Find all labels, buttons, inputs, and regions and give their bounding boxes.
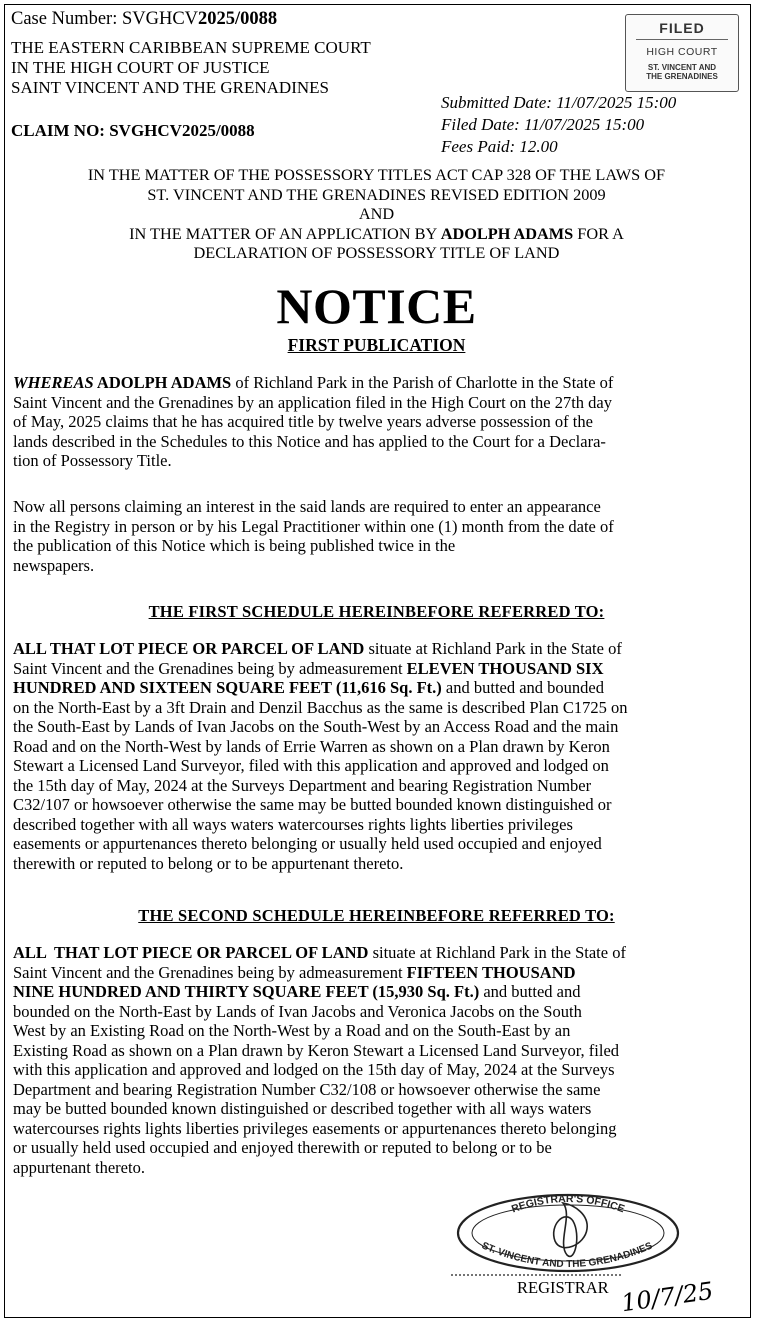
first-schedule-line7: Stewart a Licensed Land Surveyor, filed with this application and approved and lodged on xyxy=(13,756,609,775)
whereas-line2: Saint Vincent and the Grenadines by an application filed in the High Court on the 27th day xyxy=(13,392,612,412)
stamp-place-line1: ST. VINCENT AND xyxy=(647,63,717,72)
whereas-applicant: ADOLPH ADAMS xyxy=(93,373,232,392)
matter-line4-pre: IN THE MATTER OF AN APPLICATION BY xyxy=(129,223,441,243)
second-schedule-lead: ALL THAT LOT PIECE OR PARCEL OF LAND xyxy=(13,943,369,962)
second-schedule-line3-rest: and butted and xyxy=(479,982,581,1001)
stamp-divider xyxy=(636,39,728,40)
first-schedule-line9: C32/107 or howsoever otherwise the same may be butted bounded known distinguished or xyxy=(13,795,612,814)
now-all-paragraph xyxy=(13,497,746,575)
second-schedule-line4: bounded on the North-East by Lands of Ivan Jacobs and Veronica Jacobs on the South xyxy=(13,1001,582,1021)
claim-number: CLAIM NO: SVGHCV2025/0088 xyxy=(11,121,255,140)
notice-title: NOTICE xyxy=(276,278,477,334)
second-schedule-line9: may be butted bounded known distinguished or described together with all ways waters xyxy=(13,1099,592,1118)
court-name-line3: SAINT VINCENT AND THE GRENADINES xyxy=(11,78,329,97)
second-schedule-line7: with this application and approved and lodged on the 15th day of May, 2024 at the Surveys xyxy=(13,1060,615,1079)
first-schedule-line6: Road and on the North-West by lands of Errie Warren as shown on a Plan drawn by Keron xyxy=(13,736,610,756)
first-schedule-paragraph xyxy=(13,639,746,873)
second-schedule-line10: watercourses rights lights liberties privileges easements or appurtenances thereto belonging xyxy=(13,1118,617,1138)
first-schedule-area-a: ELEVEN THOUSAND SIX xyxy=(406,658,604,678)
second-schedule-line6: Existing Road as shown on a Plan drawn by Keron Stewart a Licensed Land Surveyor, filed xyxy=(13,1040,620,1060)
matter-line2: ST. VINCENT AND THE GRENADINES REVISED EDITION 2009 xyxy=(147,184,606,204)
second-schedule-heading: THE SECOND SCHEDULE HEREINBEFORE REFERRED TO: xyxy=(138,906,615,925)
submitted-date: Submitted Date: 11/07/2025 15:00 xyxy=(441,93,677,112)
first-schedule-heading: THE FIRST SCHEDULE HEREINBEFORE REFERRED TO: xyxy=(148,602,605,621)
first-schedule-line3 xyxy=(13,678,746,698)
stamp-court: HIGH COURT xyxy=(646,46,718,58)
matter-line5: DECLARATION OF POSSESSORY TITLE OF LAND xyxy=(193,243,560,263)
now-all-line4: newspapers. xyxy=(13,555,95,575)
whereas-line5: tion of Possessory Title. xyxy=(13,451,172,470)
notice-subtitle-wrap xyxy=(5,335,748,356)
matter-line3: AND xyxy=(358,204,395,224)
first-schedule-line8: the 15th day of May, 2024 at the Surveys Department and bearing Registration Number xyxy=(13,775,592,795)
first-schedule-lead: ALL THAT LOT PIECE OR PARCEL OF LAND xyxy=(13,639,365,658)
court-name-line2: IN THE HIGH COURT OF JUSTICE xyxy=(11,58,270,77)
whereas-line3: of May, 2025 claims that he has acquired title by twelve years adverse possession of the xyxy=(13,412,593,431)
now-all-line3: the publication of this Notice which is being published twice in the xyxy=(13,536,456,555)
matter-block xyxy=(5,165,748,263)
second-schedule-area-a: FIFTEEN THOUSAND xyxy=(406,962,576,982)
whereas-line4: lands described in the Schedules to this Notice and has applied to the Court for a Declara- xyxy=(13,431,606,451)
case-number-value: 2025/0088 xyxy=(198,9,278,29)
second-schedule-line3 xyxy=(13,982,746,1002)
first-schedule-area-b: HUNDRED AND SIXTEEN SQUARE FEET (11,616 Sq. Ft.) xyxy=(13,678,442,697)
first-schedule-line1-rest: situate at Richland Park in the State of xyxy=(364,639,622,658)
court-name-line1: THE EASTERN CARIBBEAN SUPREME COURT xyxy=(11,38,371,57)
whereas-lead: WHEREAS xyxy=(13,373,94,392)
matter-line4 xyxy=(5,224,748,244)
notice-subtitle: FIRST PUBLICATION xyxy=(287,335,466,355)
second-schedule-line11: or usually held used occupied and enjoyed therewith or reputed to belong or to be xyxy=(13,1138,552,1157)
second-schedule-line2-pre: Saint Vincent and the Grenadines being by admeasurement xyxy=(13,962,407,982)
stamp-title: FILED xyxy=(659,20,705,36)
whereas-paragraph xyxy=(13,373,746,471)
matter-line4-post: FOR A xyxy=(573,223,624,243)
first-schedule-line2-pre: Saint Vincent and the Grenadines being by admeasurement xyxy=(13,658,407,678)
whereas-line1 xyxy=(13,373,746,393)
second-schedule-line1 xyxy=(13,943,746,963)
notice-page xyxy=(4,4,751,1318)
first-schedule-line1 xyxy=(13,639,746,659)
whereas-line1-rest: of Richland Park in the Parish of Charlotte in the State of xyxy=(231,373,614,392)
first-schedule-line12: therewith or reputed to belong or to be appurtenant thereto. xyxy=(13,853,404,873)
first-schedule-line3-rest: and butted and bounded xyxy=(441,678,604,697)
now-all-line1: Now all persons claiming an interest in the said lands are required to enter an appearance xyxy=(13,497,601,516)
first-schedule-heading-wrap xyxy=(5,602,748,622)
first-schedule-line11: easements or appurtenances thereto belonging or usually held used occupied and enjoyed xyxy=(13,834,602,853)
second-schedule-line8: Department and bearing Registration Number C32/108 or howsoever otherwise the same xyxy=(13,1079,601,1099)
filed-stamp xyxy=(625,14,739,92)
seal-top-textpath: REGISTRAR'S OFFICE xyxy=(509,1192,627,1216)
second-schedule-line1-rest: situate at Richland Park in the State of xyxy=(368,943,626,962)
first-schedule-line2 xyxy=(13,659,746,679)
stamp-place-line2: THE GRENADINES xyxy=(646,72,718,81)
fees-paid: Fees Paid: 12.00 xyxy=(441,137,558,156)
applicant-name: ADOLPH ADAMS xyxy=(440,223,574,243)
first-schedule-line5: the South-East by Lands of Ivan Jacobs on the South-West by an Access Road and the main xyxy=(13,717,619,736)
second-schedule-line12: appurtenant thereto. xyxy=(13,1157,145,1177)
stamp-place xyxy=(626,63,738,81)
second-schedule-area-b: NINE HUNDRED AND THIRTY SQUARE FEET (15,930 Sq. Ft.) xyxy=(13,982,480,1001)
second-schedule-heading-wrap xyxy=(5,906,748,926)
second-schedule-line2 xyxy=(13,963,746,983)
signature-date: 10/7/25 xyxy=(619,1276,716,1318)
registrar-label: REGISTRAR xyxy=(517,1278,609,1297)
case-number-label: Case Number: SVGHCV xyxy=(11,9,199,29)
filed-date: Filed Date: 11/07/2025 15:00 xyxy=(441,115,645,134)
now-all-line2: in the Registry in person or by his Legal Practitioner within one (1) month from the date of xyxy=(13,516,614,536)
first-schedule-line4: on the North-East by a 3ft Drain and Denzil Bacchus as the same is described Plan C1725 on xyxy=(13,697,628,717)
second-schedule-line5: West by an Existing Road on the North-West by a Road and on the South-East by an xyxy=(13,1021,571,1040)
seal-bottom-textpath: ST. VINCENT AND THE GRENADINES xyxy=(479,1240,655,1271)
signature-scribble xyxy=(554,1203,588,1256)
case-number xyxy=(11,10,277,29)
matter-line1: IN THE MATTER OF THE POSSESSORY TITLES ACT CAP 328 OF THE LAWS OF xyxy=(87,165,666,184)
first-schedule-line10: described together with all ways waters watercourses rights lights liberties privileges xyxy=(13,814,573,834)
second-schedule-paragraph xyxy=(13,943,746,1177)
